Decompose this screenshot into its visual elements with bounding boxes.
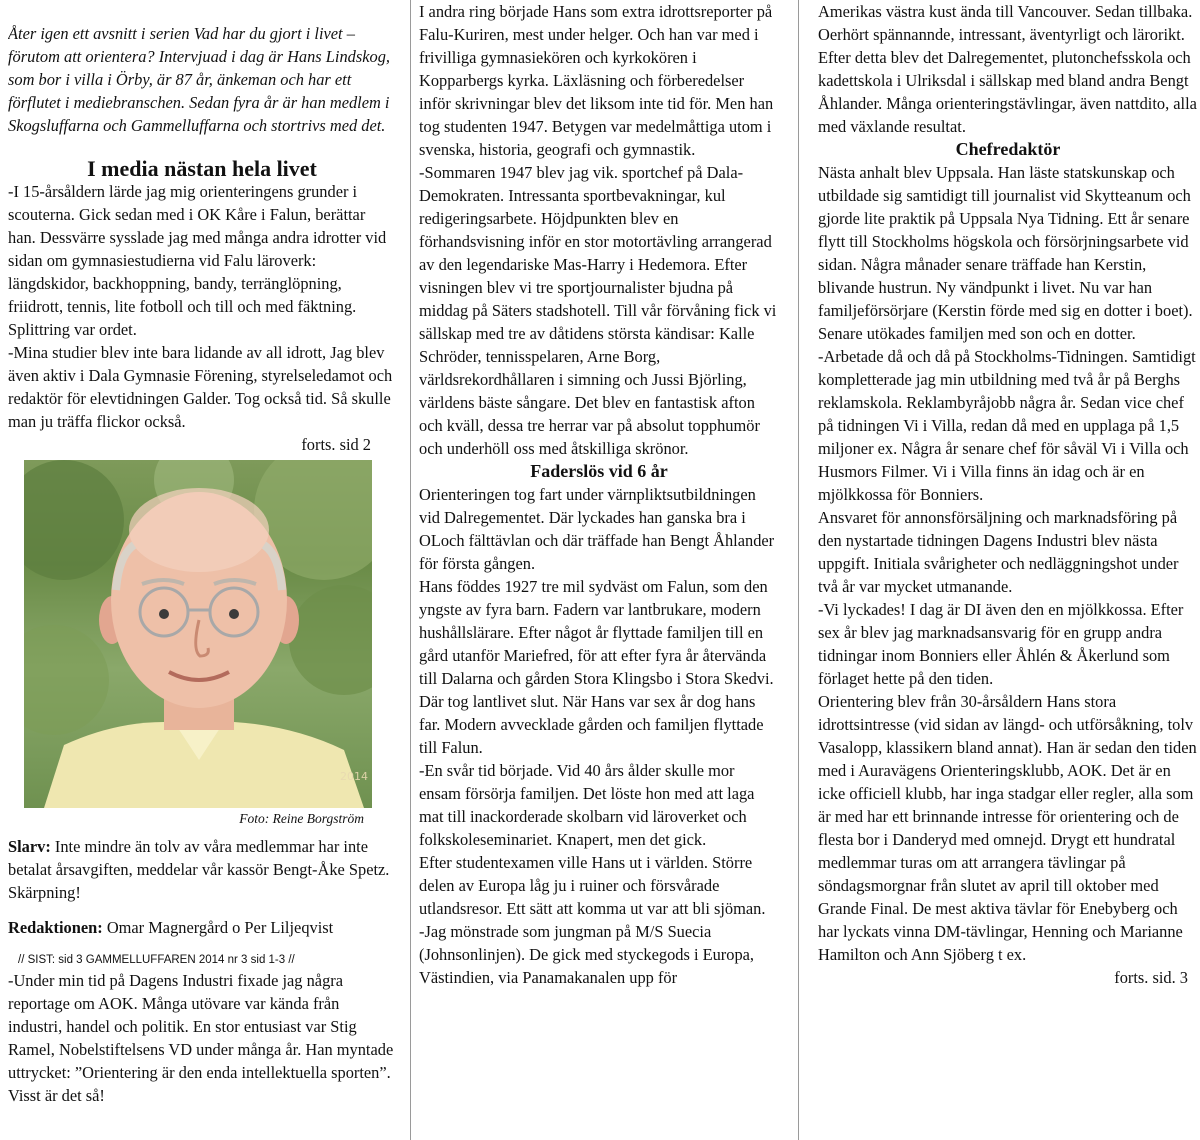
slarv-note <box>8 835 396 904</box>
paragraph: -Mina studier blev inte bara lidande av all idrott, Jag blev även aktiv i Dala Gymnasie Förening, styrelseledamot och redaktör för elevtidningen Galder. Tog också tid. Så skulle man ju träffa flickor också. <box>8 343 393 431</box>
slarv-label: Slarv: <box>8 837 51 856</box>
column-divider <box>798 0 799 1140</box>
paragraph: -Vi lyckades! I dag är DI även den en mjölkkossa. Efter sex år blev jag marknadsansvarig för en grupp andra tidningar inom Bonniers eller Åhlén & Åkerlund som förlaget hette på den tiden. <box>818 600 1184 688</box>
subheading: Faderslös vid 6 år <box>530 461 668 481</box>
slarv-text: Inte mindre än tolv av våra medlemmar har inte betalat årsavgiften, meddelar vår kassör Bengt-Åke Spetz. Skärpning! <box>8 837 390 902</box>
column-divider <box>410 0 411 1140</box>
column-left <box>8 0 396 1140</box>
continued-note: forts. sid 2 <box>301 435 371 454</box>
paragraph: Nästa anhalt blev Uppsala. Han läste statskunskap och utbildade sig samtidigt till journalist vid Skytteanum och gjorde lite praktik på Uppsala Nya Tidning. Ett år senare flytt till Stockholms högskola och försörjningsarbete vid sidan. Några månader senare träffade han Kerstin, blivande hustrun. Ny vändpunkt i livet. Nu var han familjeförsörjare (Kerstin förde med sig en dotter i boet). Senare utökades familjen med son och en dotter. <box>818 163 1193 343</box>
paragraph: -Arbetade då och då på Stockholms-Tidningen. Samtidigt kompletterade jag min utbildning med två år på Berghs reklamskola. Reklambyråjobb några år. Sedan vice chef på tidningen Vi i Villa, redan då med en upplaga på 1,5 miljoner ex. Några år senare chef för såväl Vi i Villa och Husmors Filmer. Vi i Villa finns än idag och är en mjölkkossa för Bonniers. <box>818 347 1196 504</box>
paragraph: -En svår tid började. Vid 40 års ålder skulle mor ensam försörja familjen. Det löste hon med att laga mat till inackorderade skolbarn vid läroverket och folkskoleseminariet. Knapert, men det gick. <box>419 761 755 849</box>
column-right <box>818 0 1198 1140</box>
paragraph: Ansvaret för annonsförsäljning och marknadsföring på den nystartade tidningen Dagens Industri blev nästa uppgift. Initiala svårigheter och nedläggningshot under två år var mycket utmanande. <box>818 508 1179 596</box>
photo-date-stamp: 2014 <box>340 770 368 783</box>
article-headline: I media nästan hela livet <box>87 156 317 181</box>
paragraph: I andra ring började Hans som extra idrottsreporter på Falu-Kuriren, mest under helger. Och han var med i frivilliga gymnasiekören och kyrkokören i Kopparbergs kyrka. Läxläsning och förberedelser inför skrivningar blev det liksom inte tid för. Men han tog studenten 1947. Betygen var medelmåttiga utom i svenska, historia, geografi och gymnastik. <box>419 2 774 159</box>
continued-note: forts. sid. 3 <box>1114 968 1188 987</box>
paragraph: Orienteringen tog fart under värnpliktsutbildningen vid Dalregementet. Där lyckades han ganska bra i OLoch fälttävlan och där träffade han Bengt Åhlander för första gången. <box>419 485 775 573</box>
portrait-illustration <box>24 460 372 808</box>
paragraph: Efter detta blev det Dalregementet, plutonchefsskola och kadettskola i Ulriksdal i sällskap med bland andra Bengt Åhlander. Många orienteringstävlingar, även nattdito, alla med växlande resultat. <box>818 48 1197 136</box>
paragraph: Orientering blev från 30-årsåldern Hans stora idrottsintresse (vid sidan av längd- och utförsåkning, tolv Vasalopp, klassikern bland annat). Han är sedan den tiden med i Auravägens Orienteringsklubb, AOK. Det är en icke officiell klubb, har inga stadgar eller regler, alla som är med har ett brinnande intresse för orientering och de flesta bor i Danderyd med omnejd. Drygt ett hundratal medlemmar turas om att arrangera tävlingar på söndagsmorgnar från slutet av april till oktober med Grande Final. De mest aktiva tävlar för Enebyberg och har lyckats vinna DM-tävlingar, Henning och Marianne Hamilton och Ann Sjöberg t ex. <box>818 692 1197 964</box>
paragraph: Hans föddes 1927 tre mil sydväst om Falun, som den yngste av fyra barn. Fadern var lantbrukare, modern hushållslärare. Efter något år flyttade familjen till en gård utanför Mariefred, för att efter fyra år återvända till Dalarna och gården Stora Klingsbo i Stora Skedvi. Där tog lantlivet slut. När Hans var sex år dog hans far. Modern avvecklade gården och familjen flyttade till Falun. <box>419 577 774 757</box>
paragraph: -Under min tid på Dagens Industri fixade jag några reportage om AOK. Många utövare var kända från industri, handel och politik. En stor entusiast var Stig Ramel, Nobelstiftelsens VD under många år. Han myntade uttrycket: ”Orientering är den enda intellektuella sporten”. Visst är det så! <box>8 971 394 1105</box>
paragraph: -I 15-årsåldern lärde jag mig orienteringens grunder i scouterna. Gick sedan med i OK Kåre i Falun, berättar han. Dessvärre sysslade jag med många andra idrotter vid sidan om gymnasiestudierna vid Falu läroverk: längdskidor, backhoppning, bandy, terränglöpning, friidrott, tennis, lite fotboll och till och med fäktning. Splittring var ordet. <box>8 182 387 339</box>
photo-caption: Foto: Reine Borgström <box>239 811 364 826</box>
portrait-photo <box>24 460 372 808</box>
paragraph: Amerikas västra kust ända till Vancouver. Sedan tillbaka. Oerhört spännannde, intressant, äventyrligt och lärorikt. <box>818 2 1193 44</box>
editors-names: Omar Magnergård o Per Liljeqvist <box>102 918 334 937</box>
column-middle <box>419 0 779 1140</box>
editors-note <box>8 916 396 939</box>
intro-text: Åter igen ett avsnitt i serien Vad har du gjort i livet – förutom att orientera? Intervjuad i dag är Hans Lindskog, som bor i villa i Örby, är 87 år, änkeman och har ett förflutet i mediebranschen. Sedan fyra år är han medlem i Skogsluffarna och Gammelluffarna och stortrivs med det. <box>8 24 390 135</box>
issue-footer: // SIST: sid 3 GAMMELLUFFAREN 2014 nr 3 sid 1-3 // <box>18 954 295 966</box>
editors-label: Redaktionen: <box>8 918 103 937</box>
paragraph: Efter studentexamen ville Hans ut i världen. Större delen av Europa låg ju i ruiner och försvårade utlandsresor. Ett sätt att komma ut var att bli sjöman. <box>419 853 766 918</box>
paragraph: -Jag mönstrade som jungman på M/S Suecia (Johnsonlinjen). De gick med styckegods i Europa, Västindien, via Panamakanalen upp för <box>419 922 755 987</box>
subheading: Chefredaktör <box>955 139 1061 159</box>
paragraph: -Sommaren 1947 blev jag vik. sportchef på Dala-Demokraten. Intressanta sportbevakningar, kul redigeringsarbete. Höjdpunkten blev en förhandsvisning inför en stor motortävling arrangerad av den legendariske Mas-Harry i Hedemora. Efter visningen blev vi tre sportjournalister bjudna på middag på Säters stadshotell. Till vår förvåning fick vi sällskap med tre av dåtidens största kändisar: Kalle Schröder, tennisspelaren, Arne Borg, världsrekordhållaren i simning och Jussi Björling, världens bäste sångare. Det blev en fantastisk afton och kväll, dessa tre herrar var på absolut topphumör och underhöll oss med åtskilliga skrönor. <box>419 163 777 458</box>
